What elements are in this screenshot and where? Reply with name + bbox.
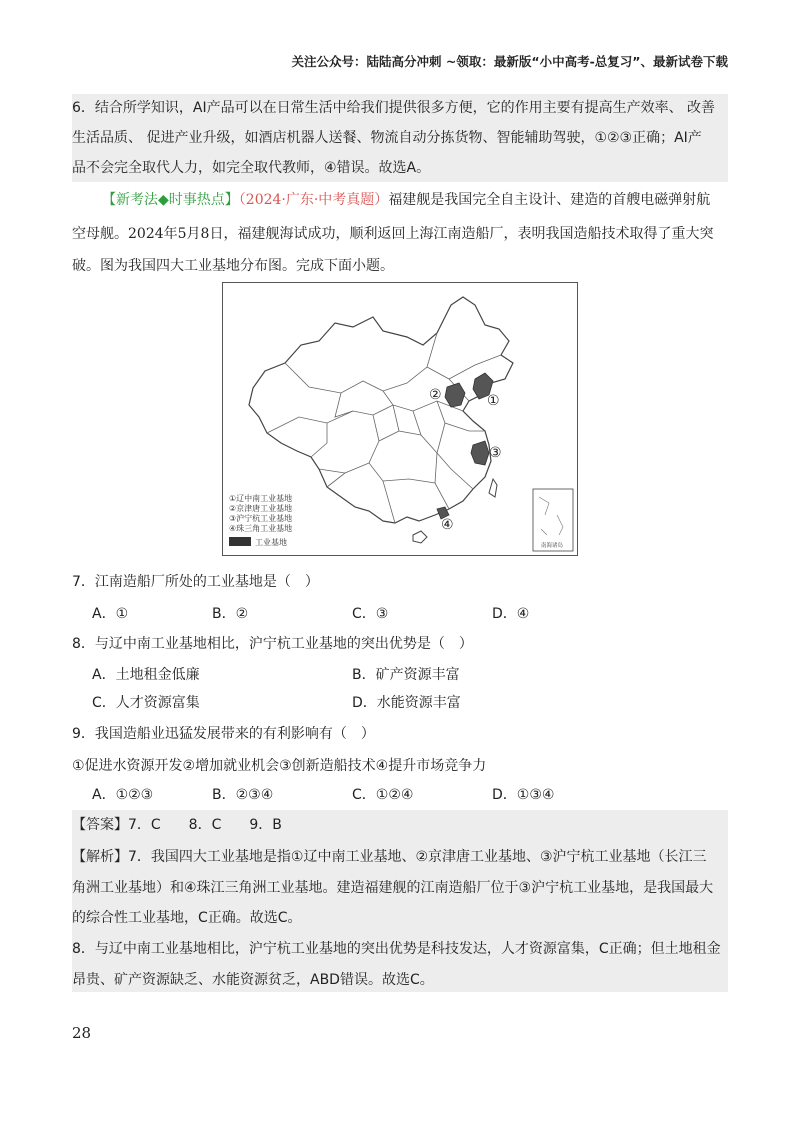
page-header: 关注公众号：陆陆高分冲刺 ~领取：最新版“小中高考-总复习”、最新试卷下载 [291, 54, 728, 69]
intro-source: （2024·广东·中考真题） [238, 192, 389, 208]
marker-2: ② [429, 387, 442, 403]
q8-option-b: B．矿产资源丰富 [352, 667, 460, 683]
q8-stem: 8．与辽中南工业基地相比，沪宁杭工业基地的突出优势是（ ） [72, 636, 473, 652]
analysis-line4: 8．与辽中南工业基地相比，沪宁杭工业基地的突出优势是科技发达，人才资源富集，C正确；但土地租金 [72, 941, 721, 957]
legend-swatch [229, 537, 251, 546]
q7-stem: 7．江南造船厂所处的工业基地是（ ） [72, 574, 319, 590]
answer-line: 【答案】7．C 8．C 9．B [72, 817, 282, 833]
page-number: 28 [72, 1024, 92, 1042]
industrial-base-map [222, 282, 578, 556]
q8-option-a: A．土地租金低廉 [92, 667, 200, 683]
analysis-line5: 昂贵、矿产资源缺乏、水能资源贫乏，ABD错误。故选C。 [72, 972, 434, 988]
q6-answer-line3: 品不会完全取代人力，如完全取代教师，④错误。故选A。 [72, 160, 431, 176]
legend-item-2: ②京津唐工业基地 [229, 504, 293, 513]
south-sea-inset [533, 489, 573, 551]
marker-4: ④ [441, 517, 454, 533]
q7-option-a: A．① [92, 606, 129, 622]
q9-option-b: B．②③④ [212, 787, 274, 803]
q9-option-c: C．①②④ [352, 787, 414, 803]
china-map-figure [223, 283, 577, 555]
q7-option-d: D．④ [492, 606, 530, 622]
analysis-line2: 角洲工业基地）和④珠江三角洲工业基地。建造福建舰的江南造船厂位于③沪宁杭工业基地，是我国最大 [72, 880, 714, 896]
marker-1: ① [487, 393, 500, 409]
intro-line1-text: 福建舰是我国完全自主设计、建造的首艘电磁弹射航 [388, 192, 711, 208]
marker-3: ③ [489, 445, 502, 461]
taiwan-island [489, 479, 497, 497]
legend-item-1: ①辽中南工业基地 [229, 494, 293, 503]
china-outline [249, 297, 513, 523]
intro-line1 [102, 184, 710, 216]
inset-label: 南海诸岛 [541, 543, 564, 549]
analysis-line1: 【解析】7．我国四大工业基地是指①辽中南工业基地、②京津唐工业基地、③沪宁杭工业基地（长江三 [72, 849, 707, 865]
q8-option-d: D．水能资源丰富 [352, 695, 461, 711]
legend-item-3: ③沪宁杭工业基地 [229, 514, 293, 523]
q6-answer-line1: 6．结合所学知识，AI产品可以在日常生活中给我们提供很多方便，它的作用主要有提高生产效率、 改善 [72, 100, 716, 116]
q6-answer-line2: 生活品质、 促进产业升级，如酒店机器人送餐、物流自动分拣货物、智能辅助驾驶，①②③正确；AI产 [72, 130, 702, 146]
q9-statements: ①促进水资源开发②增加就业机会③创新造船技术④提升市场竞争力 [72, 758, 487, 774]
legend-item-4: ④珠三角工业基地 [229, 524, 293, 533]
q9-stem: 9．我国造船业迅猛发展带来的有利影响有（ ） [72, 726, 375, 742]
intro-line3: 破。图为我国四大工业基地分布图。完成下面小题。 [72, 258, 394, 274]
q8-option-c: C．人才资源富集 [92, 695, 200, 711]
q7-option-c: C．③ [352, 606, 389, 622]
hainan-island [413, 531, 427, 543]
intro-tag: 【新考法◆时事热点】 [102, 192, 239, 208]
legend-item-5: 工业基地 [255, 538, 287, 547]
intro-line2: 空母舰。2024年5月8日，福建舰海试成功，顺利返回上海江南造船厂，表明我国造船技术取得了重大突 [72, 226, 714, 242]
q9-option-d: D．①③④ [492, 787, 555, 803]
map-legend [229, 493, 292, 547]
analysis-line3: 的综合性工业基地，C正确。故选C。 [72, 910, 302, 926]
q9-option-a: A．①②③ [92, 787, 154, 803]
q7-option-b: B．② [212, 606, 249, 622]
